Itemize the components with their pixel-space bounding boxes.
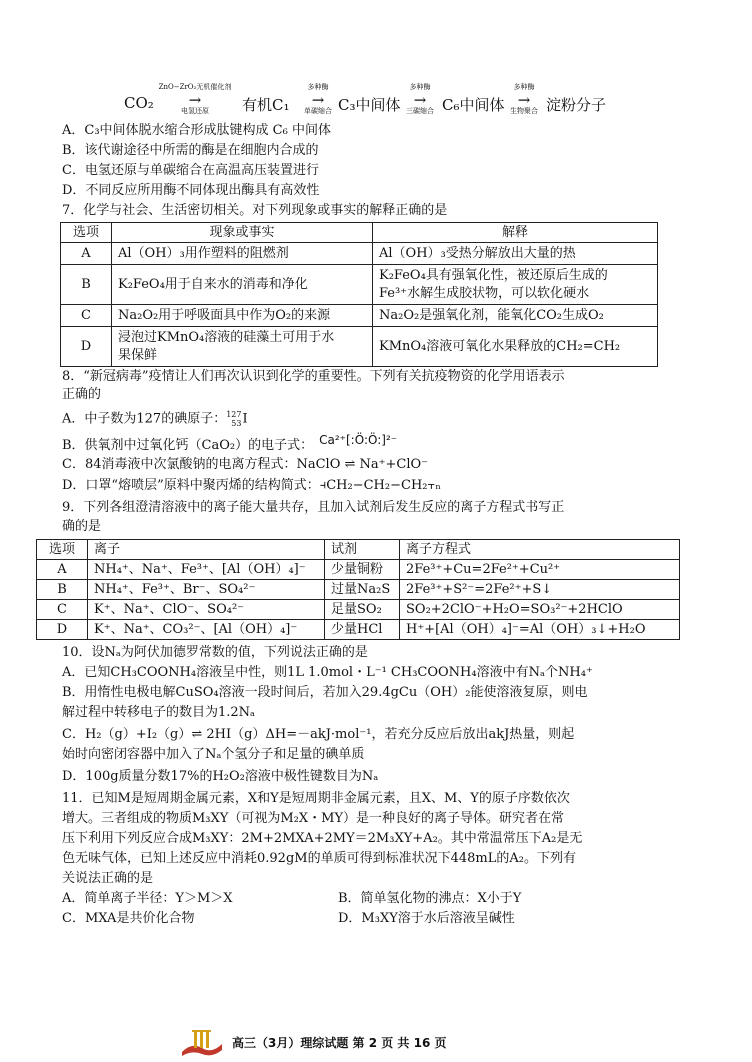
table-row: D 浸泡过KMnO₄溶液的硅藻土可用于水 果保鲜 KMnO₄溶液可氧化水果释放的CH₂=CH₂	[61, 327, 658, 367]
q10-option-d: D．100g质量分数17%的H₂O₂溶液中极性键数目为Nₐ	[62, 769, 379, 784]
right-arrow-icon: →	[413, 91, 427, 109]
table-row: A NH₄⁺、Na⁺、Fe³⁺、[Al（OH）₄]⁻ 少量铜粉 2Fe³⁺+Cu=2Fe²⁺+Cu²⁺	[37, 560, 680, 580]
q9-header-equation: 离子方程式	[400, 540, 680, 560]
page-footer	[180, 1028, 580, 1058]
right-arrow-icon: →	[311, 91, 325, 109]
q7-table	[60, 222, 658, 367]
q8-stem-line2: 正确的	[62, 387, 102, 402]
q6-option-b: B．该代谢途径中所需的酶是在细胞内合成的	[62, 143, 319, 158]
q11-option-c: C．MXA是共价化合物	[62, 911, 195, 926]
school-logo-icon	[180, 1028, 224, 1056]
q8-option-b: B．供氧剂中过氧化钙（CaO₂）的电子式： Ca²⁺[:Ö:Ö:]²⁻	[62, 433, 398, 453]
flow-node-co2: CO₂	[124, 94, 154, 112]
q11-stem-line4: 色无味气体，已知上述反应中消耗0.92gM的单质可得到标准状况下448mL的A₂。下列有	[62, 851, 576, 866]
q9-table	[36, 539, 680, 640]
table-row: C K⁺、Na⁺、ClO⁻、SO₄²⁻ 足量SO₂ SO₂+2ClO⁻+H₂O=SO₃²⁻+2HClO	[37, 600, 680, 620]
q10-option-b-line1: B．用惰性电极电解CuSO₄溶液一段时间后，若加入29.4gCu（OH）₂能使溶液复原，则电	[62, 685, 588, 700]
q8-option-a: A．中子数为127的碘原子：127 53I	[62, 410, 248, 428]
q9-header-reagent: 试剂	[325, 540, 400, 560]
q7-stem: 7．化学与社会、生活密切相关。对下列现象或事实的解释正确的是	[62, 203, 448, 218]
q6-option-d: D．不同反应所用酶不同体现出酶具有高效性	[62, 183, 320, 198]
table-row: A Al（OH）₃用作塑料的阻燃剂 Al（OH）₃受热分解放出大量的热	[61, 243, 658, 265]
q11-stem-line2: 增大。三者组成的物质M₃XY（可视为M₂X・MY）是一种良好的离子导体。研究者在常	[62, 811, 565, 826]
table-row: B NH₄⁺、Fe³⁺、Br⁻、SO₄²⁻ 过量Na₂S 2Fe³⁺+S²⁻=2Fe²⁺+S↓	[37, 580, 680, 600]
flow-arrow-1: ZnO−ZrO₂无机催化剂 → 电氢还原	[156, 82, 234, 116]
q10-option-c-line2: 始时向密闭容器中加入了Nₐ个氢分子和足量的碘单质	[62, 747, 365, 762]
q11-stem-line3: 压下利用下列反应合成M₃XY：2M+2MXA+2MY＝2M₃XY+A₂。其中常温常压下A₂是无	[62, 831, 583, 846]
q6-option-a: A．C₃中间体脱水缩合形成肽键构成 C₆ 中间体	[62, 123, 331, 138]
q7-header-explain: 解释	[373, 223, 658, 243]
nuclide-notation: 127 53	[226, 410, 242, 428]
q10-option-a: A．已知CH₃COONH₄溶液呈中性，则1L 1.0mol・L⁻¹ CH₃COONH₄溶液中有Nₐ个NH₄⁺	[62, 665, 593, 680]
q8-option-d: D．口罩“熔喷层”原料中聚丙烯的结构简式：⫞CH₂−CH₂−CH₂⫟ₙ	[62, 478, 441, 493]
flow-node-c6: C₆中间体	[442, 96, 505, 114]
right-arrow-icon: →	[188, 91, 202, 109]
q9-stem-line1: 9．下列各组澄清溶液中的离子能大量共存，且加入试剂后发生反应的离子方程式书写正	[62, 500, 565, 515]
flow-arrow-2: 多种酶 → 单碳缩合	[298, 82, 338, 116]
flow-node-c3: C₃中间体	[338, 96, 401, 114]
q11-stem-line1: 11．已知M是短周期金属元素，X和Y是短周期非金属元素，且X、M、Y的原子序数依次	[62, 791, 570, 806]
q11-option-a: A．简单离子半径：Y＞M＞X	[62, 891, 233, 906]
table-row: C Na₂O₂用于呼吸面具中作为O₂的来源 Na₂O₂是强氧化剂，能氧化CO₂生成O₂	[61, 305, 658, 327]
polypropylene-formula: ⫞CH₂−CH₂−CH₂⫟ₙ	[319, 478, 441, 493]
q10-option-b-line2: 解过程中转移电子的数目为1.2Nₐ	[62, 705, 256, 720]
q11-stem-line5: 关说法正确的是	[62, 871, 154, 886]
synthesis-flow-diagram	[120, 82, 620, 118]
q10-stem: 10．设Nₐ为阿伏加德罗常数的值，下列说法正确的是	[62, 645, 368, 660]
q9-header-ions: 离子	[88, 540, 325, 560]
q7-header-fact: 现象或事实	[112, 223, 373, 243]
q7-header-option: 选项	[61, 223, 112, 243]
q10-option-c-line1: C．H₂（g）+I₂（g）⇌ 2HI（g）ΔH=－akJ·mol⁻¹，若充分反应后放出akJ热量，则起	[62, 727, 575, 742]
right-arrow-icon: →	[517, 91, 531, 109]
flow-arrow-4: 多种酶 → 生物聚合	[504, 82, 544, 116]
q11-option-d: D．M₃XY溶于水后溶液呈碱性	[338, 911, 515, 926]
q9-header-option: 选项	[37, 540, 88, 560]
flow-arrow-3: 多种酶 → 三碳缩合	[400, 82, 440, 116]
flow-node-starch: 淀粉分子	[546, 96, 607, 114]
q9-stem-line2: 确的是	[62, 519, 102, 534]
table-row: B K₂FeO₄用于自来水的消毒和净化 K₂FeO₄具有强氧化性，被还原后生成的 Fe³⁺水解生成胶状物，可以软化硬水	[61, 265, 658, 305]
q6-option-c: C．电氢还原与单碳缩合在高温高压装置进行	[62, 163, 319, 178]
q8-option-c: C．84消毒液中次氯酸钠的电离方程式：NaClO ⇌ Na⁺+ClO⁻	[62, 457, 429, 472]
electron-formula: Ca²⁺[:Ö:Ö:]²⁻	[319, 433, 398, 447]
q8-stem-line1: 8．“新冠病毒”疫情让人们再次认识到化学的重要性。下列有关抗疫物资的化学用语表示	[62, 369, 565, 384]
q11-option-b: B．简单氢化物的沸点：X小于Y	[338, 891, 522, 906]
flow-node-c1: 有机C₁	[242, 96, 290, 114]
table-row: D K⁺、Na⁺、CO₃²⁻、[Al（OH）₄]⁻ 少量HCl H⁺+[Al（OH）₄]⁻=Al（OH）₃↓+H₂O	[37, 620, 680, 640]
footer-page-info: 高三（3月）理综试题 第 2 页 共 16 页	[232, 1036, 447, 1050]
